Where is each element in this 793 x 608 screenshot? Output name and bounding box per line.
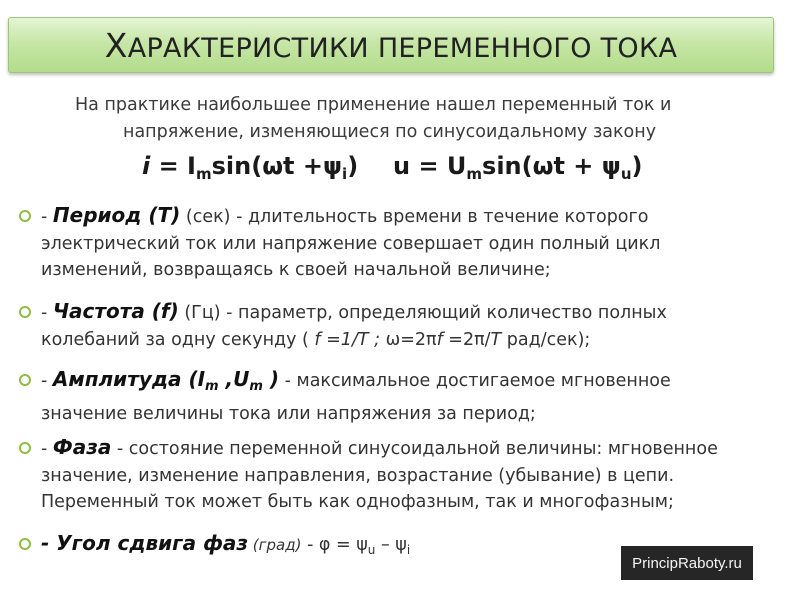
term-period: Период (T) bbox=[52, 203, 181, 227]
bullet-circle-icon bbox=[19, 306, 31, 318]
bullet-circle-icon bbox=[19, 442, 31, 454]
page-title: ХАРАКТЕРИСТИКИ ПЕРЕМЕННОГО ТОКА bbox=[104, 25, 678, 65]
intro-line-1: На практике наибольшее применение нашел переменный ток и bbox=[75, 95, 672, 115]
term-frequency: Частота (f) bbox=[52, 299, 179, 323]
voltage-formula: $u = U_m\sin(\omega t + \psi_u)$ bbox=[393, 152, 643, 183]
intro-line-2: напряжение, изменяющиеся по синусоидальному закону bbox=[123, 122, 657, 142]
bullet-circle-icon bbox=[19, 210, 31, 222]
current-formula: $i = I_m\sin(\omega t +\psi_i)$ bbox=[142, 152, 359, 183]
title-banner bbox=[8, 17, 774, 73]
bullet-frequency: - Частота (f) (Гц) - параметр, определяющий количество полных колебаний за одну секунду ( f =1/T ; ω=2πf =2π/T рад/сек); bbox=[19, 298, 779, 353]
bullet-circle-icon bbox=[19, 374, 31, 386]
watermark-badge: PrincipRaboty.ru bbox=[621, 546, 753, 580]
intro-text bbox=[75, 92, 725, 146]
bullet-amplitude: - Амплитуда ($I_m$ $,U_m$ ) - максимальное достигаемое мгновенное значение величины тока или напряжения за период; bbox=[19, 366, 779, 427]
formulas bbox=[142, 152, 702, 188]
bullet-phase-shift: - Угол сдвига фаз (град) - $\varphi = \psi_u - \psi_i$ bbox=[19, 530, 779, 564]
term-amplitude: Амплитуда ($I_m$ $,U_m$ ) bbox=[52, 367, 280, 394]
bullet-phase: - Фаза - состояние переменной синусоидальной величины: мгновенное значение, изменение направления, возрастание (убывание) в цепи. Переменный ток может быть как однофазным, так и многофазным; bbox=[19, 434, 779, 516]
term-phase-shift: - Угол сдвига фаз bbox=[41, 531, 249, 555]
bullet-circle-icon bbox=[19, 538, 31, 550]
term-phase: Фаза bbox=[52, 435, 112, 459]
bullet-period: - Период (T) (сек) - длительность времени в течение которого электрический ток или напряжение совершает один полный цикл изменений, возвращаясь к своей начальной величине; bbox=[19, 202, 779, 284]
